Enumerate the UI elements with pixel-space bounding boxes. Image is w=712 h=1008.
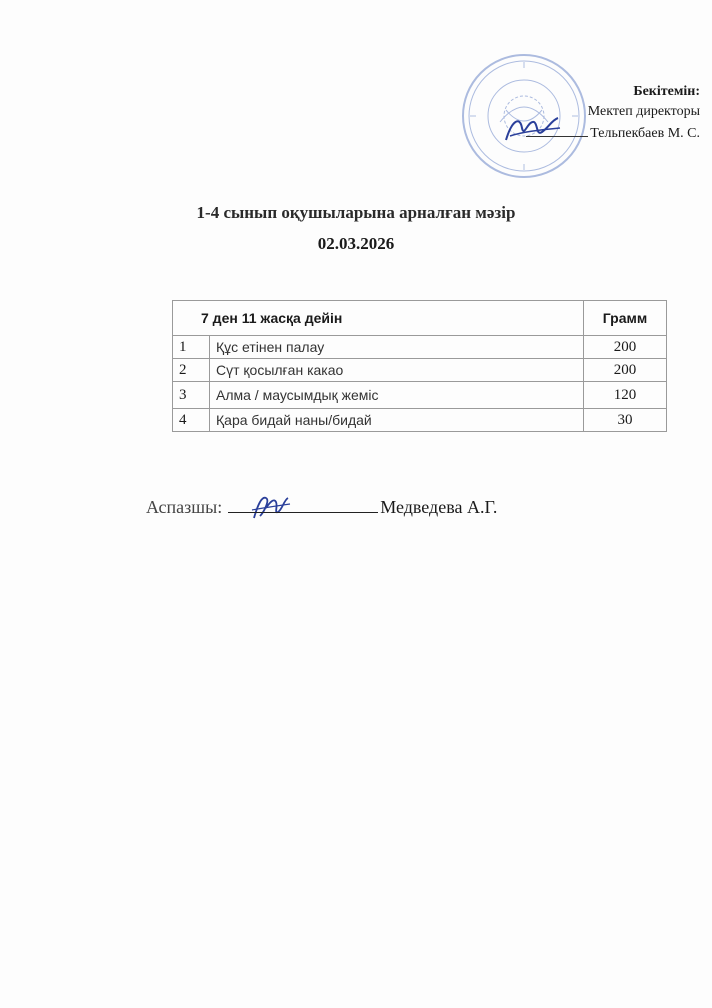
table-row [173,359,667,382]
approval-block [460,82,700,144]
approval-position: Мектеп директоры [587,104,700,119]
table-row [173,409,667,432]
grams-header: Грамм [584,301,667,336]
director-signature-line [526,122,588,137]
row-number: 1 [173,336,210,359]
dish-grams: 30 [584,409,667,432]
dish-name: Қара бидай наны/бидай [210,409,584,432]
table-row [173,382,667,409]
cook-signature-line [228,496,378,513]
approval-title: Бекітемін: [633,84,700,99]
approval-name: Тельпекбаев М. С. [590,126,700,141]
row-number: 3 [173,382,210,409]
age-header: 7 ден 11 жасқа дейін [173,301,584,336]
dish-grams: 200 [584,336,667,359]
dish-grams: 200 [584,359,667,382]
dish-name: Алма / маусымдық жеміс [210,382,584,409]
approval-signature-row [460,122,700,144]
dish-name: Сүт қосылған какао [210,359,584,382]
cook-signature-row [146,496,497,518]
table-row [173,336,667,359]
menu-date: 02.03.2026 [317,234,395,253]
dish-name: Құс етінен палау [210,336,584,359]
menu-table [172,300,667,432]
cook-role: Аспазшы: [146,497,223,517]
row-number: 2 [173,359,210,382]
table-header-row [173,301,667,336]
cook-name: Медведева А.Г. [380,497,498,517]
dish-grams: 120 [584,382,667,409]
menu-title: 1-4 сынып оқушыларына арналған мәзір [196,203,516,222]
row-number: 4 [173,409,210,432]
